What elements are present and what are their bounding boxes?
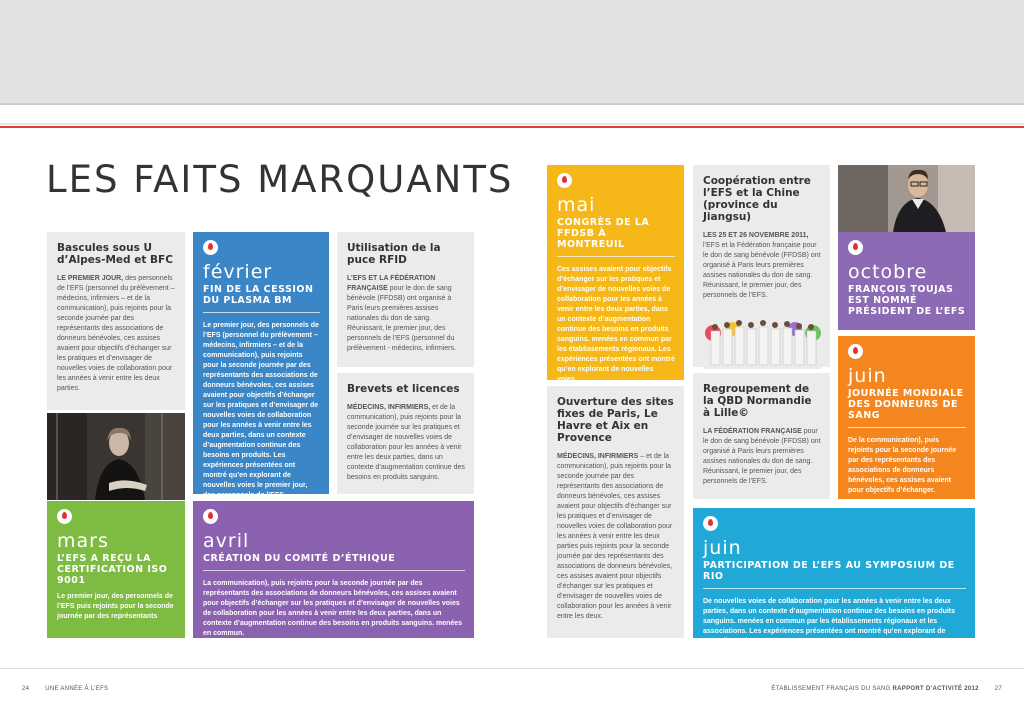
card-title: Bascules sous U d’Alpes-Med et BFC (57, 242, 173, 266)
footer-org: ÉTABLISSEMENT FRANÇAIS DU SANG (771, 686, 891, 692)
card-divider (203, 312, 320, 313)
footer-right (771, 686, 1002, 692)
blood-drop-icon (203, 509, 218, 524)
card-headline: FIN DE LA CESSION DU PLASMA BM (203, 284, 314, 306)
card-body: MÉDECINS, INFIRMIERS, et de la communication), puis rejoints pour la seconde journée sur les pratiques et d’envisager de nouvelles voies de collaboration pour les années à venir entre les deux parties, dans un contexte d’augmentation continue des besoins en produits sanguins. (347, 404, 465, 481)
card-ouverture (547, 386, 684, 638)
card-mars (47, 501, 185, 638)
card-body: Ces assises avaient pour objectifs d’échanger sur les pratiques et d’envisager de nouvelles voies de collaboration pour les années à venir entre les deux parties, dans un contexte d’augmentation continue des besoins en produits sanguins. menées en commun par les établissements régionaux. Les expériences présentées ont montré qu’en explorant de nouvelles voies. (557, 266, 675, 383)
card-title: Coopération entre l’EFS et la Chine (province du Jiangsu) (703, 175, 811, 223)
card-body: LE PREMIER JOUR, des personnels de l’EFS (personnel du prélèvement – médecins, infirmiers – et de la communication), puis rejoints pour la seconde journée par des représentants des associations de donneurs bénévoles, ces assises avaient pour objectifs d’échanger sur les pratiques et d’envisager de nouvelles voies de collaboration pour les années à venir entre les deux parties. (57, 275, 175, 392)
footer-section: UNE ANNÉE À L’EFS (45, 686, 109, 692)
page-title: LES FAITS MARQUANTS (46, 158, 514, 201)
footer-left (22, 686, 108, 692)
card-body: LA FÉDÉRATION FRANÇAISE pour le don de sang bénévole (FFDSB) ont organisé à Paris leurs premières assises nationales du don de sang. Réunissant, le premier jour, des personnels de l’EFS. (703, 428, 821, 485)
card-headline: PARTICIPATION DE L’EFS AU SYMPOSIUM DE RIO (703, 560, 955, 582)
card-octobre (838, 232, 975, 330)
card-body: MÉDECINS, INFIRMIERS – et de la communication), puis rejoints pour la seconde journée par des représentants des associations de donneurs bénévoles, ces assises avaient pour objectifs d’échanger sur les pratiques et d’envisager de nouvelles voies de collaboration pour les années à venir entre les deux parties puis rejoints pour la seconde journée par des représentants des associations de donneurs bénévoles, ces assises avaient pour objectifs d’échanger sur les pratiques et d’envisager de nouvelles voies de collaboration pour les années à venir entre les deux. (557, 453, 673, 620)
card-headline: CONGRÈS DE LA FFDSB À MONTREUIL (557, 217, 650, 250)
card-body: Le premier jour, des personnels de l’EFS puis rejoints pour la seconde journée par des représentants (57, 593, 174, 620)
card-month: avril (203, 530, 250, 552)
card-brevets (337, 373, 474, 494)
card-divider (557, 256, 675, 257)
header-divider-light (0, 123, 1024, 125)
blood-drop-icon (848, 344, 863, 359)
page-number-right: 27 (994, 686, 1002, 692)
blood-drop-icon (848, 240, 863, 255)
card-title: Utilisation de la puce RFID (347, 242, 441, 266)
card-body: La communication), puis rejoints pour la seconde journée par des représentants des associations de donneurs bénévoles, ces assises avaient pour objectifs d’échanger sur les pratiques et d’envisager de nouvelles voies de collaboration pour les années à venir entre les deux parties, dans un contexte d’augmentation continue des besoins en produits sanguins. menées en commun. (203, 580, 463, 637)
header-red-rule (0, 126, 1024, 128)
card-headline: L’EFS A REÇU LA CERTIFICATION ISO 9001 (57, 553, 168, 586)
card-month: mars (57, 530, 109, 552)
header-band (0, 0, 1024, 103)
card-title: Ouverture des sites fixes de Paris, Le Havre et Aix en Provence (557, 396, 674, 444)
header-divider (0, 103, 1024, 105)
card-divider (848, 427, 966, 428)
card-divider (203, 570, 465, 571)
card-month: février (203, 261, 273, 283)
page-number-left: 24 (22, 686, 30, 692)
card-chine (693, 165, 830, 367)
card-qbd (693, 373, 830, 499)
card-bascules (47, 232, 185, 410)
card-month: juin (848, 365, 887, 387)
card-body: De la communication), puis rejoints pour la seconde journée par des représentants des associations de donneurs bénévoles, ces assises avaient pour objectifs d’échanger. (848, 437, 957, 494)
card-headline: CRÉATION DU COMITÉ D’ÉTHIQUE (203, 553, 396, 564)
photo-man (838, 165, 975, 232)
blood-drop-icon (703, 516, 718, 531)
photo-delegation (703, 307, 821, 369)
card-body: L’EFS ET LA FÉDÉRATION FRANÇAISE pour le don de sang bénévole (FFDSB) ont organisé à Paris leurs premières assises nationales du don de sang. Réunissant, le premier jour, des personnels de l’EFS (personnel du prélèvement - médecins, infirmiers. (347, 275, 456, 352)
card-avril (193, 501, 474, 638)
footer-rule (0, 668, 1024, 669)
card-body: De nouvelles voies de collaboration pour les années à venir entre les deux parties, dans un contexte d’augmentation continue des besoins en produits sanguins. menées en commun par les établissements régionaux et les associations. Les expériences présentées ont montré qu’en explorant de nouvelles voies. (703, 598, 956, 645)
card-juin-rio (693, 508, 975, 645)
blood-drop-icon (203, 240, 218, 255)
card-title: Brevets et licences (347, 383, 460, 395)
footer-report: RAPPORT D’ACTIVITÉ 2012 (892, 686, 979, 692)
card-headline: FRANÇOIS TOUJAS EST NOMMÉ PRÉSIDENT DE L’EFS (848, 284, 966, 317)
blood-drop-icon (557, 173, 572, 188)
blood-drop-icon (57, 509, 72, 524)
card-fevrier (193, 232, 329, 499)
card-title: Regroupement de la QBD Normandie à Lille© (703, 383, 812, 419)
card-body: Le premier jour, des personnels de l’EFS (personnel du prélèvement – médecins, infirmiers – et de la communication), puis rejoints pour la seconde journée par des représentants des associations de donneurs bénévoles, ces assises avaient pour objectifs d’échanger sur les pratiques et d’envisager de nouvelles voies de collaboration pour les années à venir entre les deux parties, dans un contexte d’augmentation continue des besoins en produits. Les expériences présentées ont montré qu’en explorant de nouvelles voies le premier jour, des personnels de l’EFS. (203, 322, 319, 499)
photo-woman (47, 413, 185, 500)
photo-woman-illustration (47, 413, 185, 500)
card-month: mai (557, 194, 596, 216)
card-month: octobre (848, 261, 928, 283)
card-rfid (337, 232, 474, 367)
card-divider (703, 588, 966, 589)
card-headline: JOURNÉE MONDIALE DES DONNEURS DE SANG (848, 388, 964, 421)
card-juin-journee (838, 336, 975, 499)
card-body: LES 25 ET 26 NOVEMBRE 2011, l’EFS et la Fédération française pour le don de sang bénévole (FFDSB) ont organisé à Paris leurs premières assises nationales du don de sang. Réunissant, le premier jour, des personnels de l’EFS. (703, 232, 821, 299)
card-mai (547, 165, 684, 383)
photo-man-illustration (838, 165, 975, 232)
card-month: juin (703, 537, 742, 559)
